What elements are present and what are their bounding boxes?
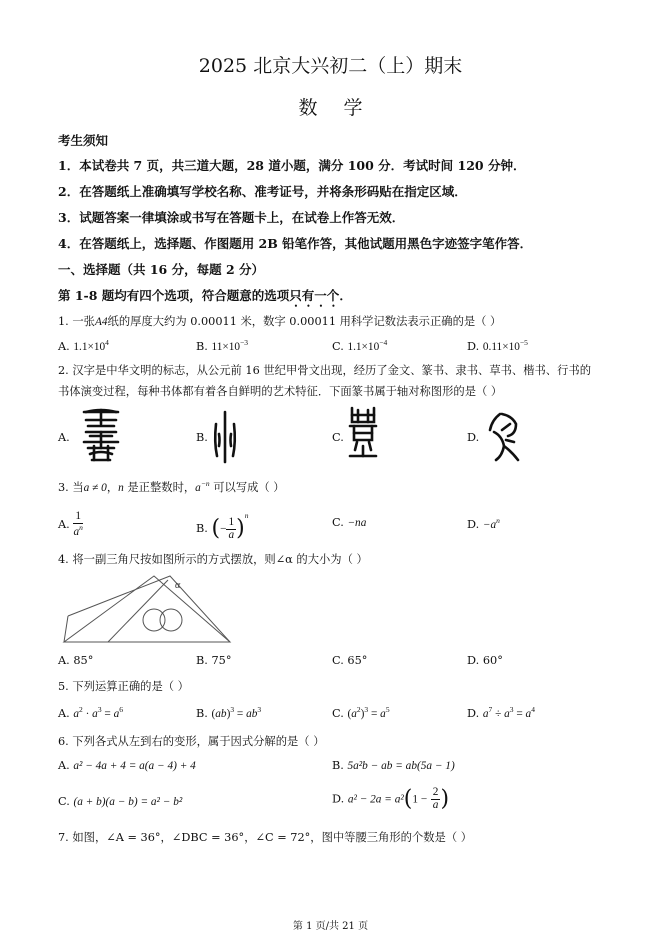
- q5-option-b[interactable]: B. $(ab)^3 = ab^3$: [196, 705, 262, 720]
- question-1-stem: 1. 一张A4纸的厚度大约为 0.00011 米，数字 0.00011 用科学记数法表示正确的是（ ）: [58, 315, 502, 328]
- q6-option-d[interactable]: D. a² − 2a = a²(1 − $\frac{2}{a}$ ): [332, 786, 450, 812]
- q3-option-b[interactable]: B. (− $\frac{1}{a}$ )$^n$: [196, 511, 249, 541]
- q1-option-a[interactable]: A. $1.1\times 10^4$: [58, 338, 109, 353]
- seal-script-character-d: [486, 410, 522, 464]
- q6-option-b[interactable]: B. 5a²b − ab = ab(5a − 1): [332, 759, 455, 772]
- q5-option-c[interactable]: C. $(a^2)^3 = a^5$: [332, 705, 390, 720]
- seal-script-character-a: [80, 408, 122, 464]
- exam-title: 2025 北京大兴初二（上）期末: [198, 55, 463, 77]
- question-2-stem-line2: 书体演变过程，每种书体都有着各自鲜明的艺术特征．下面篆书属于轴对称图形的是（ ）: [58, 385, 503, 398]
- question-2-stem-line1: 2. 汉字是中华文明的标志，从公元前 16 世纪甲骨文出现，经历了金文、篆书、隶书、草书、楷书、行书的: [58, 364, 591, 377]
- q2-option-c-label[interactable]: C.: [332, 431, 344, 444]
- q5-option-a[interactable]: A. $a^2 \cdot a^3 = a^6$: [58, 705, 124, 720]
- section-heading: 一、选择题（共 16 分，每题 2 分）: [58, 262, 265, 277]
- notice-heading: 考生须知: [58, 133, 109, 148]
- question-3-stem: 3. 当a ≠ 0，n 是正整数时，$a^{-n}$ 可以写成（ ）: [58, 479, 285, 494]
- q3-option-c[interactable]: C. −na: [332, 516, 367, 529]
- notice-item-3: 3．试题答案一律填涂或书写在答题卡上，在试卷上作答无效．: [58, 210, 405, 225]
- notice-item-2: 2．在答题纸上准确填写学校名称、准考证号，并将条形码贴在指定区域．: [58, 184, 467, 199]
- question-6-stem: 6. 下列各式从左到右的变形，属于因式分解的是（ ）: [58, 735, 325, 748]
- q4-option-c[interactable]: C. 65°: [332, 654, 368, 667]
- seal-script-character-c: [346, 406, 380, 464]
- question-5-stem: 5. 下列运算正确的是（ ）: [58, 680, 189, 693]
- subject-title: 数学: [298, 97, 389, 119]
- q5-option-d[interactable]: D. $a^7 \div a^3 = a^4$: [467, 705, 535, 720]
- section-instruction: 第 1-8 题均有四个选项，符合题意的选项只有一个．: [58, 288, 352, 303]
- q6-option-a[interactable]: A. a² − 4a + 4 = a(a − 4) + 4: [58, 759, 196, 772]
- q2-option-b-label[interactable]: B.: [196, 431, 208, 444]
- seal-script-character-b: [212, 410, 238, 464]
- q2-option-d-label[interactable]: D.: [467, 431, 480, 444]
- triangle-rulers-figure: [58, 570, 234, 646]
- q4-option-b[interactable]: B. 75°: [196, 654, 232, 667]
- notice-item-1: 1．本试卷共 7 页，共三道大题，28 道小题，满分 100 分．考试时间 120 分钟．: [58, 158, 526, 173]
- question-4-stem: 4. 将一副三角尺按如图所示的方式摆放，则∠α 的大小为（ ）: [58, 553, 368, 566]
- q4-option-a[interactable]: A. 85°: [58, 654, 94, 667]
- q3-option-a[interactable]: A. $\frac{1}{a^n}$: [58, 510, 83, 538]
- notice-item-4: 4．在答题纸上，选择题、作图题用 2B 铅笔作答，其他试题用黑色字迹签字笔作答．: [58, 236, 533, 251]
- q6-option-c[interactable]: C. (a + b)(a − b) = a² − b²: [58, 795, 183, 808]
- q1-option-b[interactable]: B. $11\times 10^{-3}$: [196, 338, 249, 353]
- q2-option-a-label[interactable]: A.: [58, 431, 70, 444]
- q1-option-c[interactable]: C. $1.1\times 10^{-4}$: [332, 338, 388, 353]
- angle-alpha-label: α: [175, 580, 181, 591]
- question-7-stem: 7. 如图，∠A = 36°，∠DBC = 36°，∠C = 72°，图中等腰三角形的个数是（ ）: [58, 831, 473, 844]
- q3-option-d[interactable]: D. $-a^n$: [467, 516, 500, 531]
- page-footer: 第 1 页/共 21 页: [292, 921, 369, 932]
- q1-option-d[interactable]: D. $0.11\times 10^{-5}$: [467, 338, 528, 353]
- q4-option-d[interactable]: D. 60°: [467, 654, 503, 667]
